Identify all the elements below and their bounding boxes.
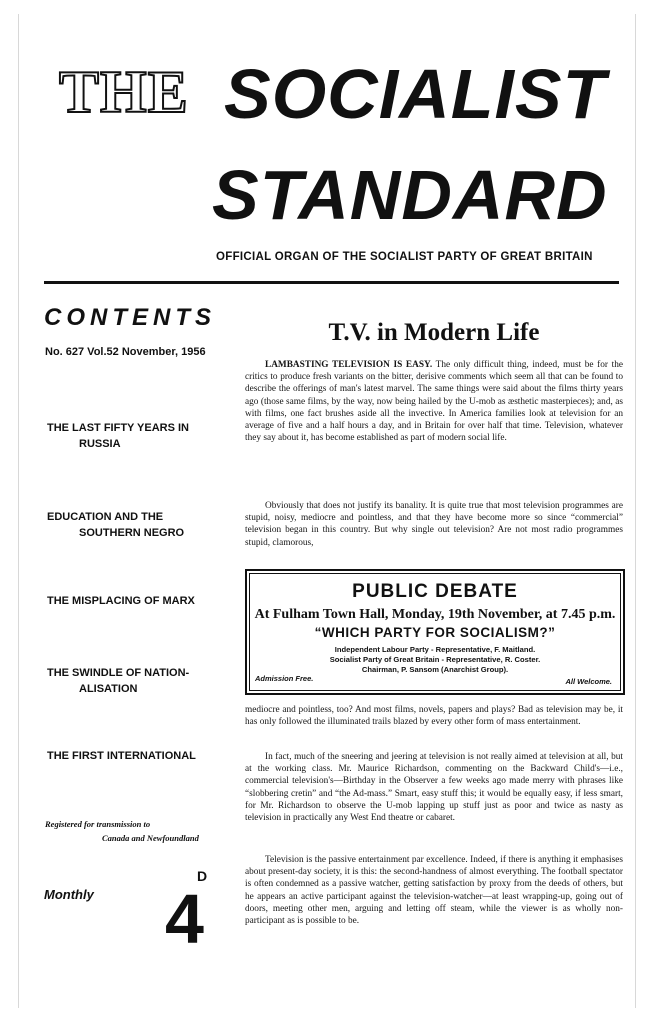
toc-item-line2: RUSSIA — [79, 438, 121, 450]
article-paragraph-text: The only difficult thing, indeed, must be for the critics to produce fresh variants on the bitter, derisive comments which seem all that can be found to describe the offerings of man's latest marvel. The same things were said about the films thirty years ago (those same films, by the way, now being hailed by the U-mob as æsthetic masterpieces); and, as with films, one fact brushes aside all the invective. In America families look at television for an average of five and a half hours a day, and in Britain for over half that time. Television, whatever they say about it, has become established as part of modern social life. — [245, 360, 624, 444]
masthead-socialist: SOCIALIST — [224, 55, 607, 133]
toc-item-line1: THE LAST FIFTY YEARS IN — [47, 422, 189, 434]
monthly-label: Monthly — [44, 887, 94, 902]
article-paragraph — [245, 359, 623, 444]
toc-item-line2: ALISATION — [79, 683, 138, 695]
debate-welcome: All Welcome. — [565, 677, 612, 686]
debate-title: PUBLIC DEBATE — [352, 581, 518, 602]
masthead-subtitle: OFFICIAL ORGAN OF THE SOCIALIST PARTY OF GREAT BRITAIN — [216, 251, 593, 263]
debate-chairman-line: Chairman, P. Sansom (Anarchist Group). — [361, 665, 509, 674]
registration-line2: Canada and Newfoundland — [102, 833, 199, 843]
toc-item-line1: THE MISPLACING OF MARX — [47, 595, 195, 607]
article-paragraph: Television is the passive entertainment par excellence. Indeed, if there is anything it emphasises about present-day society, it is this: the second-handness of almost everything. The football spectator is often condemned as a passive watcher, getting satisfaction by proxy from the deeds of others, but he appears an active participant against the television-watcher—at least wrapping-up, going out of doors, meeting other men, arguing and letting off steam, while the viewer is as wholly non-participant as is possible to be. — [245, 855, 623, 927]
contents-heading: CONTENTS — [44, 304, 216, 331]
toc-item-line1: THE FIRST INTERNATIONAL — [47, 750, 196, 762]
article-title: T.V. in Modern Life — [328, 319, 540, 346]
price-value: 4 — [165, 880, 204, 958]
newspaper-page — [18, 14, 636, 1008]
toc-item — [47, 593, 217, 609]
toc-item-line1: EDUCATION AND THE — [47, 511, 164, 523]
debate-venue: At Fulham Town Hall, Monday, 19th November, at 7.45 p.m. — [254, 607, 616, 622]
article-paragraph: Obviously that does not justify its banality. It is quite true that most television programmes are stupid, noisy, mediocre and pointless, and that they have become more so since “commercial” television began in this country. But why single out television? Are not most radio programmes stupid, clamorous, — [245, 501, 623, 548]
price-unit: D — [197, 868, 208, 884]
masthead-standard: STANDARD — [212, 156, 608, 234]
debate-speaker-line: Independent Labour Party - Representative, F. Maitland. — [334, 645, 536, 654]
debate-question: “WHICH PARTY FOR SOCIALISM?” — [314, 625, 556, 640]
registration-line1: Registered for transmission to — [45, 819, 151, 829]
masthead-the: THE — [59, 59, 189, 125]
registration-note — [45, 817, 215, 845]
toc-item — [47, 420, 217, 452]
toc-item-line2: SOUTHERN NEGRO — [79, 527, 185, 539]
debate-notice — [245, 569, 625, 695]
toc-item-line1: THE SWINDLE OF NATION- — [47, 667, 190, 679]
article-lead: LAMBASTING TELEVISION IS EASY. — [265, 360, 433, 370]
issue-line: No. 627 Vol.52 November, 1956 — [45, 346, 206, 358]
toc-item — [47, 748, 217, 764]
article-paragraph: In fact, much of the sneering and jeering at television is not really aimed at television at all, but at the working class. Mr. Maurice Richardson, commenting on the Backward Child's—i.e., commercial television's—Birthday in the Observer a few weeks ago made merry with phrases like “slobbering cretin” and “the Ad-mass.” Smart, easy stuff this; it would be equally easy, if less smart, for Mr. Richardson to observe the U-mob lapping up stuff just as poor and twice as nasty as television in practically any West End theatre or cabaret. — [245, 752, 623, 824]
debate-speaker-line: Socialist Party of Great Britain - Representative, R. Coster. — [329, 655, 541, 664]
article-paragraph: mediocre and pointless, too? And most films, novels, papers and plays? Bad as television may be, it has only followed the illuminated trails blazed by every other form of mass entertainment. — [245, 705, 623, 728]
toc-item — [47, 509, 217, 541]
masthead-rule — [44, 281, 619, 284]
debate-admission: Admission Free. — [255, 674, 314, 683]
debate-inner-frame — [249, 573, 621, 691]
toc-item — [47, 665, 217, 697]
